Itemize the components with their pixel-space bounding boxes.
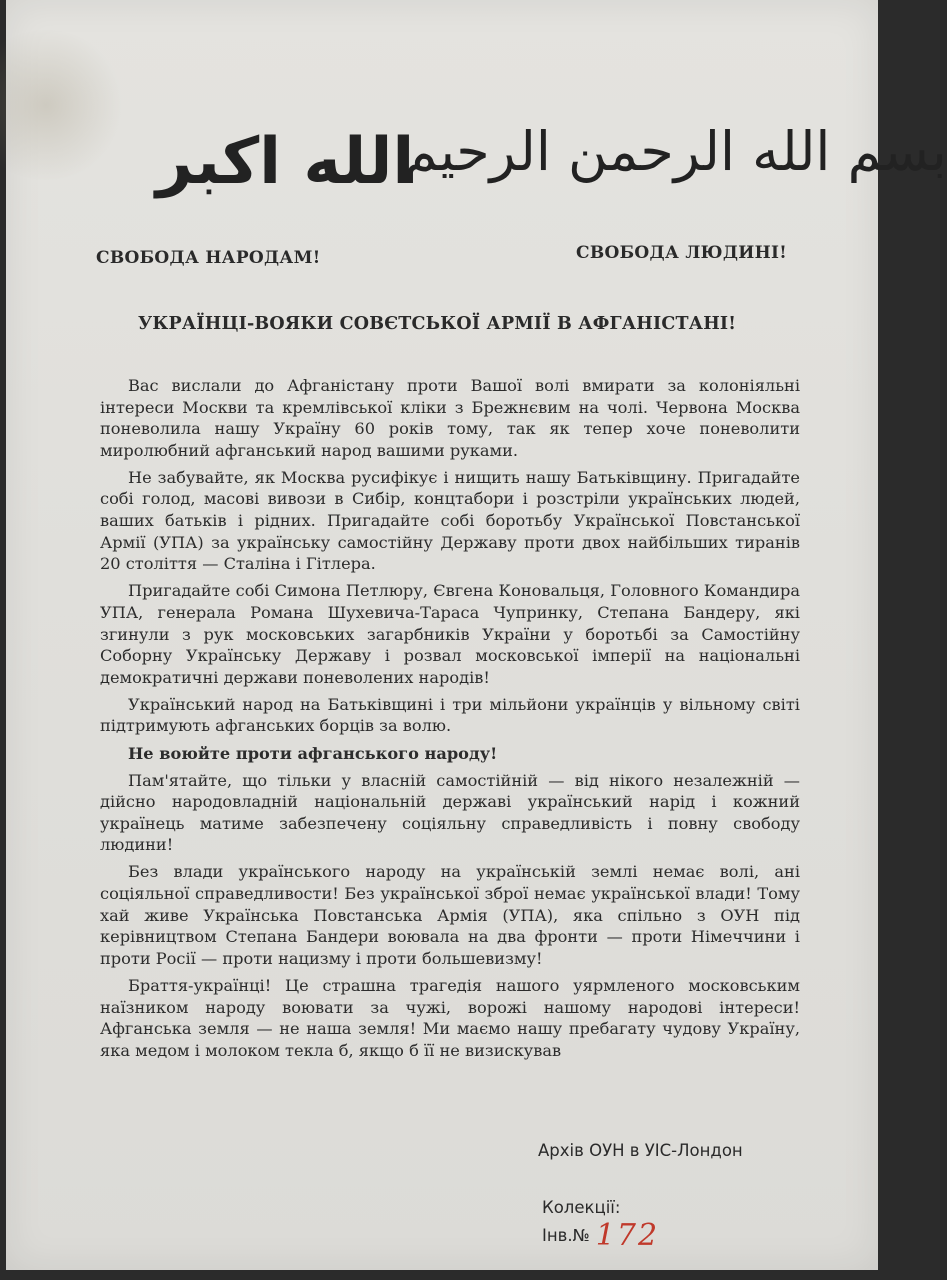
slogan-left: СВОБОДА НАРОДАМ! bbox=[96, 248, 321, 268]
inventory-label: Інв.№ bbox=[542, 1226, 590, 1245]
inventory-number: 172 bbox=[595, 1218, 660, 1253]
document-page bbox=[6, 0, 947, 1270]
paragraph-emphasis: Не воюйте проти афганського народу! bbox=[128, 743, 498, 763]
paragraph: Без влади українського народу на українській землі немає волі, ані соціяльної справедливости! Без української зброї немає української влади! Тому хай живе Українська Повстанська Армія (УПА), яка спільно з ОУН під керівництвом Степана Бандери воювала на два фронти — проти Німеччини і проти Росії — проти нацизму і проти большевизму! bbox=[100, 862, 800, 968]
archive-stamp: Архів ОУН в УІС-Лондон bbox=[538, 1141, 743, 1160]
arabic-calligraphy-takbir: الله اكبر bbox=[156, 125, 415, 199]
paragraph: Пригадайте собі Симона Петлюру, Євгена Коновальця, Головного Командира УПА, генерала Романа Шухевича-Тараса Чупринку, Степана Бандеру, які згинули з рук московських загарбників України у боротьбі за Самостійну Соборну Українську Державу і розвал московської імперії на національні демократичні держави поневолених народів! bbox=[100, 581, 800, 687]
page-title: УКРАЇНЦІ-ВОЯКИ СОВЄТСЬКОЇ АРМІЇ В АФГАНІСТАНІ! bbox=[138, 314, 737, 334]
collection-label: Колекції: bbox=[542, 1198, 621, 1217]
slogan-right: СВОБОДА ЛЮДИНІ! bbox=[576, 243, 787, 263]
paragraph: Український народ на Батьківщині і три мільйони українців у вільному світі підтримують афганських борців за волю. bbox=[100, 694, 800, 736]
paragraph: Браття-українці! Це страшна трагедія нашого уярмленого московським наїзником народу воювати за чужі, ворожі нашому народові інтереси! Афганська земля — не наша земля! Ми маємо нашу пребагату чудову Україну, яка медом і молоком текла б, якщо б її не визискував bbox=[100, 975, 800, 1060]
paragraph: Не забувайте, як Москва русифікує і нищить нашу Батьківщину. Пригадайте собі голод, масові вивози в Сибір, концтабори і розстріли українських людей, ваших батьків і рідних. Пригадайте собі боротьбу Української Повстанської Армії (УПА) за українську самостійну Державу проти двох найбільших тиранів 20 століття — Сталіна і Гітлера. bbox=[100, 467, 800, 574]
paper-stain bbox=[0, 30, 126, 180]
paragraph: Пам'ятайте, що тільки у власній самостійній — від нікого незалежній — дійсно народовладній національній державі український нарід і кожний українець матиме забезпечену соціяльну справедливість і повну свободу людини! bbox=[100, 770, 800, 855]
collection-stamp bbox=[542, 1196, 660, 1253]
leaflet-body bbox=[100, 375, 800, 1067]
arabic-calligraphy-basmala: بسم الله الرحمن الرحيم bbox=[404, 120, 947, 183]
paragraph: Вас вислали до Афганістану проти Вашої волі вмирати за колоніяльні інтереси Москви та кремлівської кліки з Брежнєвим на чолі. Червона Москва поневолила нашу Україну 60 років тому, так як тепер хоче поневолити миролюбний афганський народ вашими руками. bbox=[100, 376, 800, 460]
inventory-line bbox=[542, 1218, 660, 1253]
